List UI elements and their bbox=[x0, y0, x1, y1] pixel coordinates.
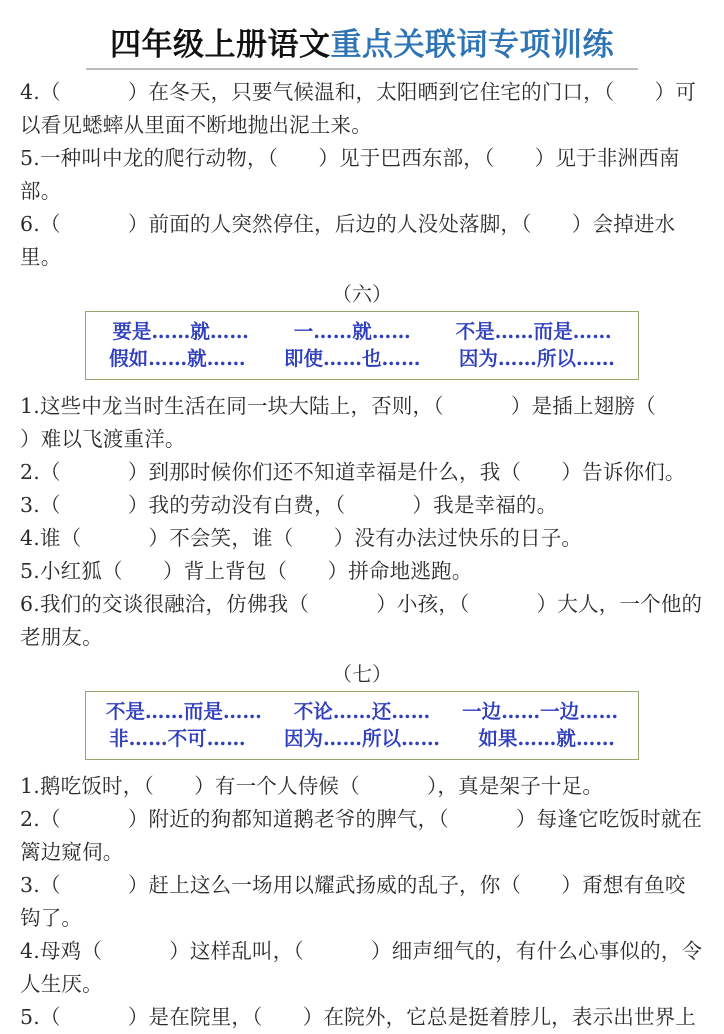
keyword-box-six bbox=[85, 311, 639, 380]
keyword-row bbox=[90, 725, 634, 752]
title-divider bbox=[86, 68, 638, 70]
keyword-row bbox=[90, 318, 634, 345]
question-item: 3.（ ）赶上这么一场用以耀武扬威的乱子，你（ ）甭想有鱼咬钩了。 bbox=[20, 873, 686, 930]
keyword-pair: 假如……就…… bbox=[109, 347, 246, 370]
spacer bbox=[18, 380, 706, 384]
section-heading-seven: （七） bbox=[332, 662, 392, 686]
question-item: 6.（ ）前面的人突然停住，后边的人没处落脚，（ ）会掉进水里。 bbox=[20, 212, 676, 269]
question-list-six bbox=[18, 390, 706, 654]
title-highlight: 重点关联词专项训练 bbox=[330, 27, 614, 63]
question-item: 1.鹅吃饭时，（ ）有一个人侍候（ ），真是架子十足。 bbox=[20, 774, 604, 798]
question-item: 2.（ ）到那时候你们还不知道幸福是什么，我（ ）告诉你们。 bbox=[20, 460, 686, 484]
keyword-pair: 即使……也…… bbox=[283, 347, 421, 370]
question-item: 3.（ ）我的劳动没有白费，（ ）我是幸福的。 bbox=[20, 493, 558, 517]
keyword-pair: 因为……所以…… bbox=[458, 347, 615, 370]
keyword-pair: 因为……所以…… bbox=[283, 727, 440, 750]
page-title bbox=[18, 0, 706, 70]
keyword-pair: 不是……而是…… bbox=[455, 320, 612, 343]
spacer bbox=[18, 760, 706, 764]
question-item: 6.我们的交谈很融洽，仿佛我（ ）小孩，（ ）大人，一个他的老朋友。 bbox=[20, 592, 703, 649]
keyword-pair: 非……不可…… bbox=[109, 727, 246, 750]
keyword-row bbox=[90, 345, 634, 372]
question-item: 5.一种叫中龙的爬行动物，（ ）见于巴西东部，（ ）见于非洲西南部。 bbox=[20, 146, 680, 203]
question-item: 5.（ ）是在院里，（ ）在院外，它总是挺着脖儿，表示出世界上 bbox=[20, 1005, 697, 1029]
keyword-pair: 一……就…… bbox=[293, 320, 411, 343]
keyword-pair: 不是……而是…… bbox=[105, 700, 262, 723]
question-item: 4.（ ）在冬天，只要气候温和，太阳晒到它住宅的门口，（ ）可以看见蟋蟀从里面不断地抛出泥土来。 bbox=[20, 80, 697, 137]
question-item: 4.谁（ ）不会笑，谁（ ）没有办法过快乐的日子。 bbox=[20, 526, 583, 550]
title-prefix: 四年级上册语文 bbox=[110, 27, 331, 63]
keyword-row bbox=[90, 698, 634, 725]
question-item: 2.（ ）附近的狗都知道鹅老爷的脾气，（ ）每逢它吃饭时就在篱边窥伺。 bbox=[20, 807, 703, 864]
keyword-pair: 一边……一边…… bbox=[462, 700, 619, 723]
question-item: 4.母鸡（ ）这样乱叫，（ ）细声细气的，有什么心事似的，令人生厌。 bbox=[20, 939, 703, 996]
question-item: 5.小红狐（ ）背上背包（ ）拼命地逃跑。 bbox=[20, 559, 473, 583]
section-heading-six: （六） bbox=[332, 282, 392, 306]
keyword-pair: 要是……就…… bbox=[112, 320, 249, 343]
question-list-seven bbox=[18, 770, 706, 1034]
top-question-list bbox=[18, 76, 706, 274]
title-text bbox=[110, 27, 614, 63]
keyword-box-seven bbox=[85, 691, 639, 760]
keyword-pair: 不论……还…… bbox=[293, 700, 431, 723]
keyword-pair: 如果……就…… bbox=[478, 727, 615, 750]
question-item: 1.这些中龙当时生活在同一块大陆上，否则，（ ）是插上翅膀（ ）难以飞渡重洋。 bbox=[20, 394, 697, 451]
